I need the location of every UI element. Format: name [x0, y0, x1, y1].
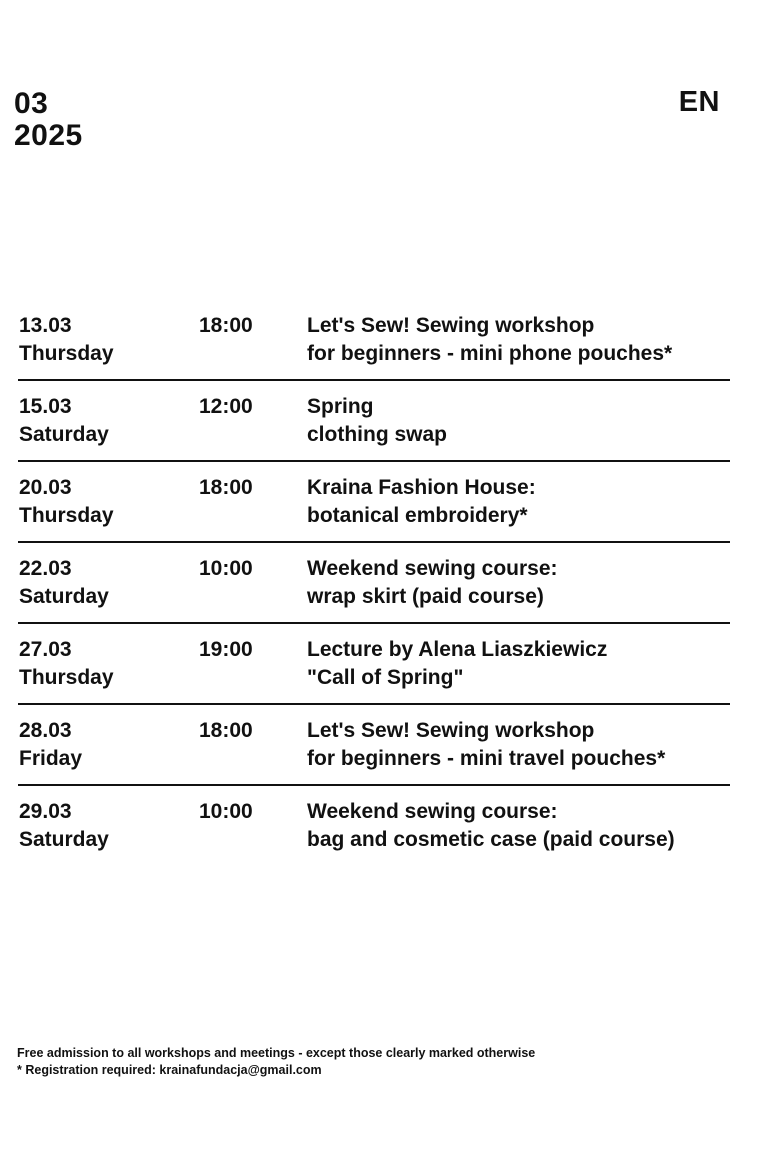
event-date — [19, 717, 189, 773]
event-weekday: Saturday — [19, 423, 109, 446]
event-day: 29.03 — [19, 800, 72, 823]
event-title — [307, 474, 727, 530]
event-date — [19, 474, 189, 530]
event-weekday: Thursday — [19, 504, 114, 527]
language-switch[interactable]: EN — [678, 86, 720, 118]
event-row — [18, 705, 730, 786]
event-title-line: clothing swap — [307, 423, 448, 446]
month-label: 03 — [14, 87, 49, 120]
year-label: 2025 — [14, 119, 83, 152]
event-weekday: Saturday — [19, 828, 109, 851]
event-day: 27.03 — [19, 638, 72, 661]
month-year-heading — [14, 88, 83, 152]
event-weekday: Thursday — [19, 666, 114, 689]
event-time: 19:00 — [199, 638, 253, 661]
event-title-line: Let's Sew! Sewing workshop — [307, 314, 595, 337]
event-time: 18:00 — [199, 314, 253, 337]
event-title-line: botanical embroidery* — [307, 504, 528, 527]
event-title-line: for beginners - mini travel pouches* — [307, 747, 666, 770]
event-title-line: Spring — [307, 395, 374, 418]
event-title-line: bag and cosmetic case (paid course) — [307, 828, 675, 851]
event-time: 12:00 — [199, 395, 253, 418]
event-title-line: Lecture by Alena Liaszkiewicz — [307, 638, 608, 661]
event-day: 20.03 — [19, 476, 72, 499]
event-title — [307, 393, 727, 449]
event-row — [18, 300, 730, 381]
registration-note: * Registration required: krainafundacja@gmail.com — [17, 1063, 322, 1077]
event-title-line: wrap skirt (paid course) — [307, 585, 544, 608]
event-date — [19, 555, 189, 611]
footer-notes — [17, 1045, 535, 1079]
event-weekday: Thursday — [19, 342, 114, 365]
event-title-line: Let's Sew! Sewing workshop — [307, 719, 595, 742]
event-row — [18, 786, 730, 867]
event-row — [18, 381, 730, 462]
event-day: 13.03 — [19, 314, 72, 337]
admission-note: Free admission to all workshops and meetings - except those clearly marked otherwise — [17, 1046, 536, 1060]
event-day: 15.03 — [19, 395, 72, 418]
event-weekday: Saturday — [19, 585, 109, 608]
event-time: 10:00 — [199, 800, 253, 823]
event-row — [18, 462, 730, 543]
event-row — [18, 543, 730, 624]
event-date — [19, 393, 189, 449]
event-time: 10:00 — [199, 557, 253, 580]
event-title-line: Weekend sewing course: — [307, 557, 558, 580]
event-schedule — [18, 300, 730, 867]
event-date — [19, 636, 189, 692]
event-title — [307, 312, 727, 368]
event-day: 22.03 — [19, 557, 72, 580]
event-title-line: for beginners - mini phone pouches* — [307, 342, 673, 365]
event-title — [307, 555, 727, 611]
event-date — [19, 798, 189, 854]
event-title — [307, 717, 727, 773]
event-weekday: Friday — [19, 747, 83, 770]
event-title-line: "Call of Spring" — [307, 666, 464, 689]
event-row — [18, 624, 730, 705]
event-title — [307, 636, 727, 692]
event-title-line: Kraina Fashion House: — [307, 476, 536, 499]
event-date — [19, 312, 189, 368]
event-title — [307, 798, 727, 854]
event-day: 28.03 — [19, 719, 72, 742]
event-time: 18:00 — [199, 476, 253, 499]
event-title-line: Weekend sewing course: — [307, 800, 558, 823]
event-time: 18:00 — [199, 719, 253, 742]
